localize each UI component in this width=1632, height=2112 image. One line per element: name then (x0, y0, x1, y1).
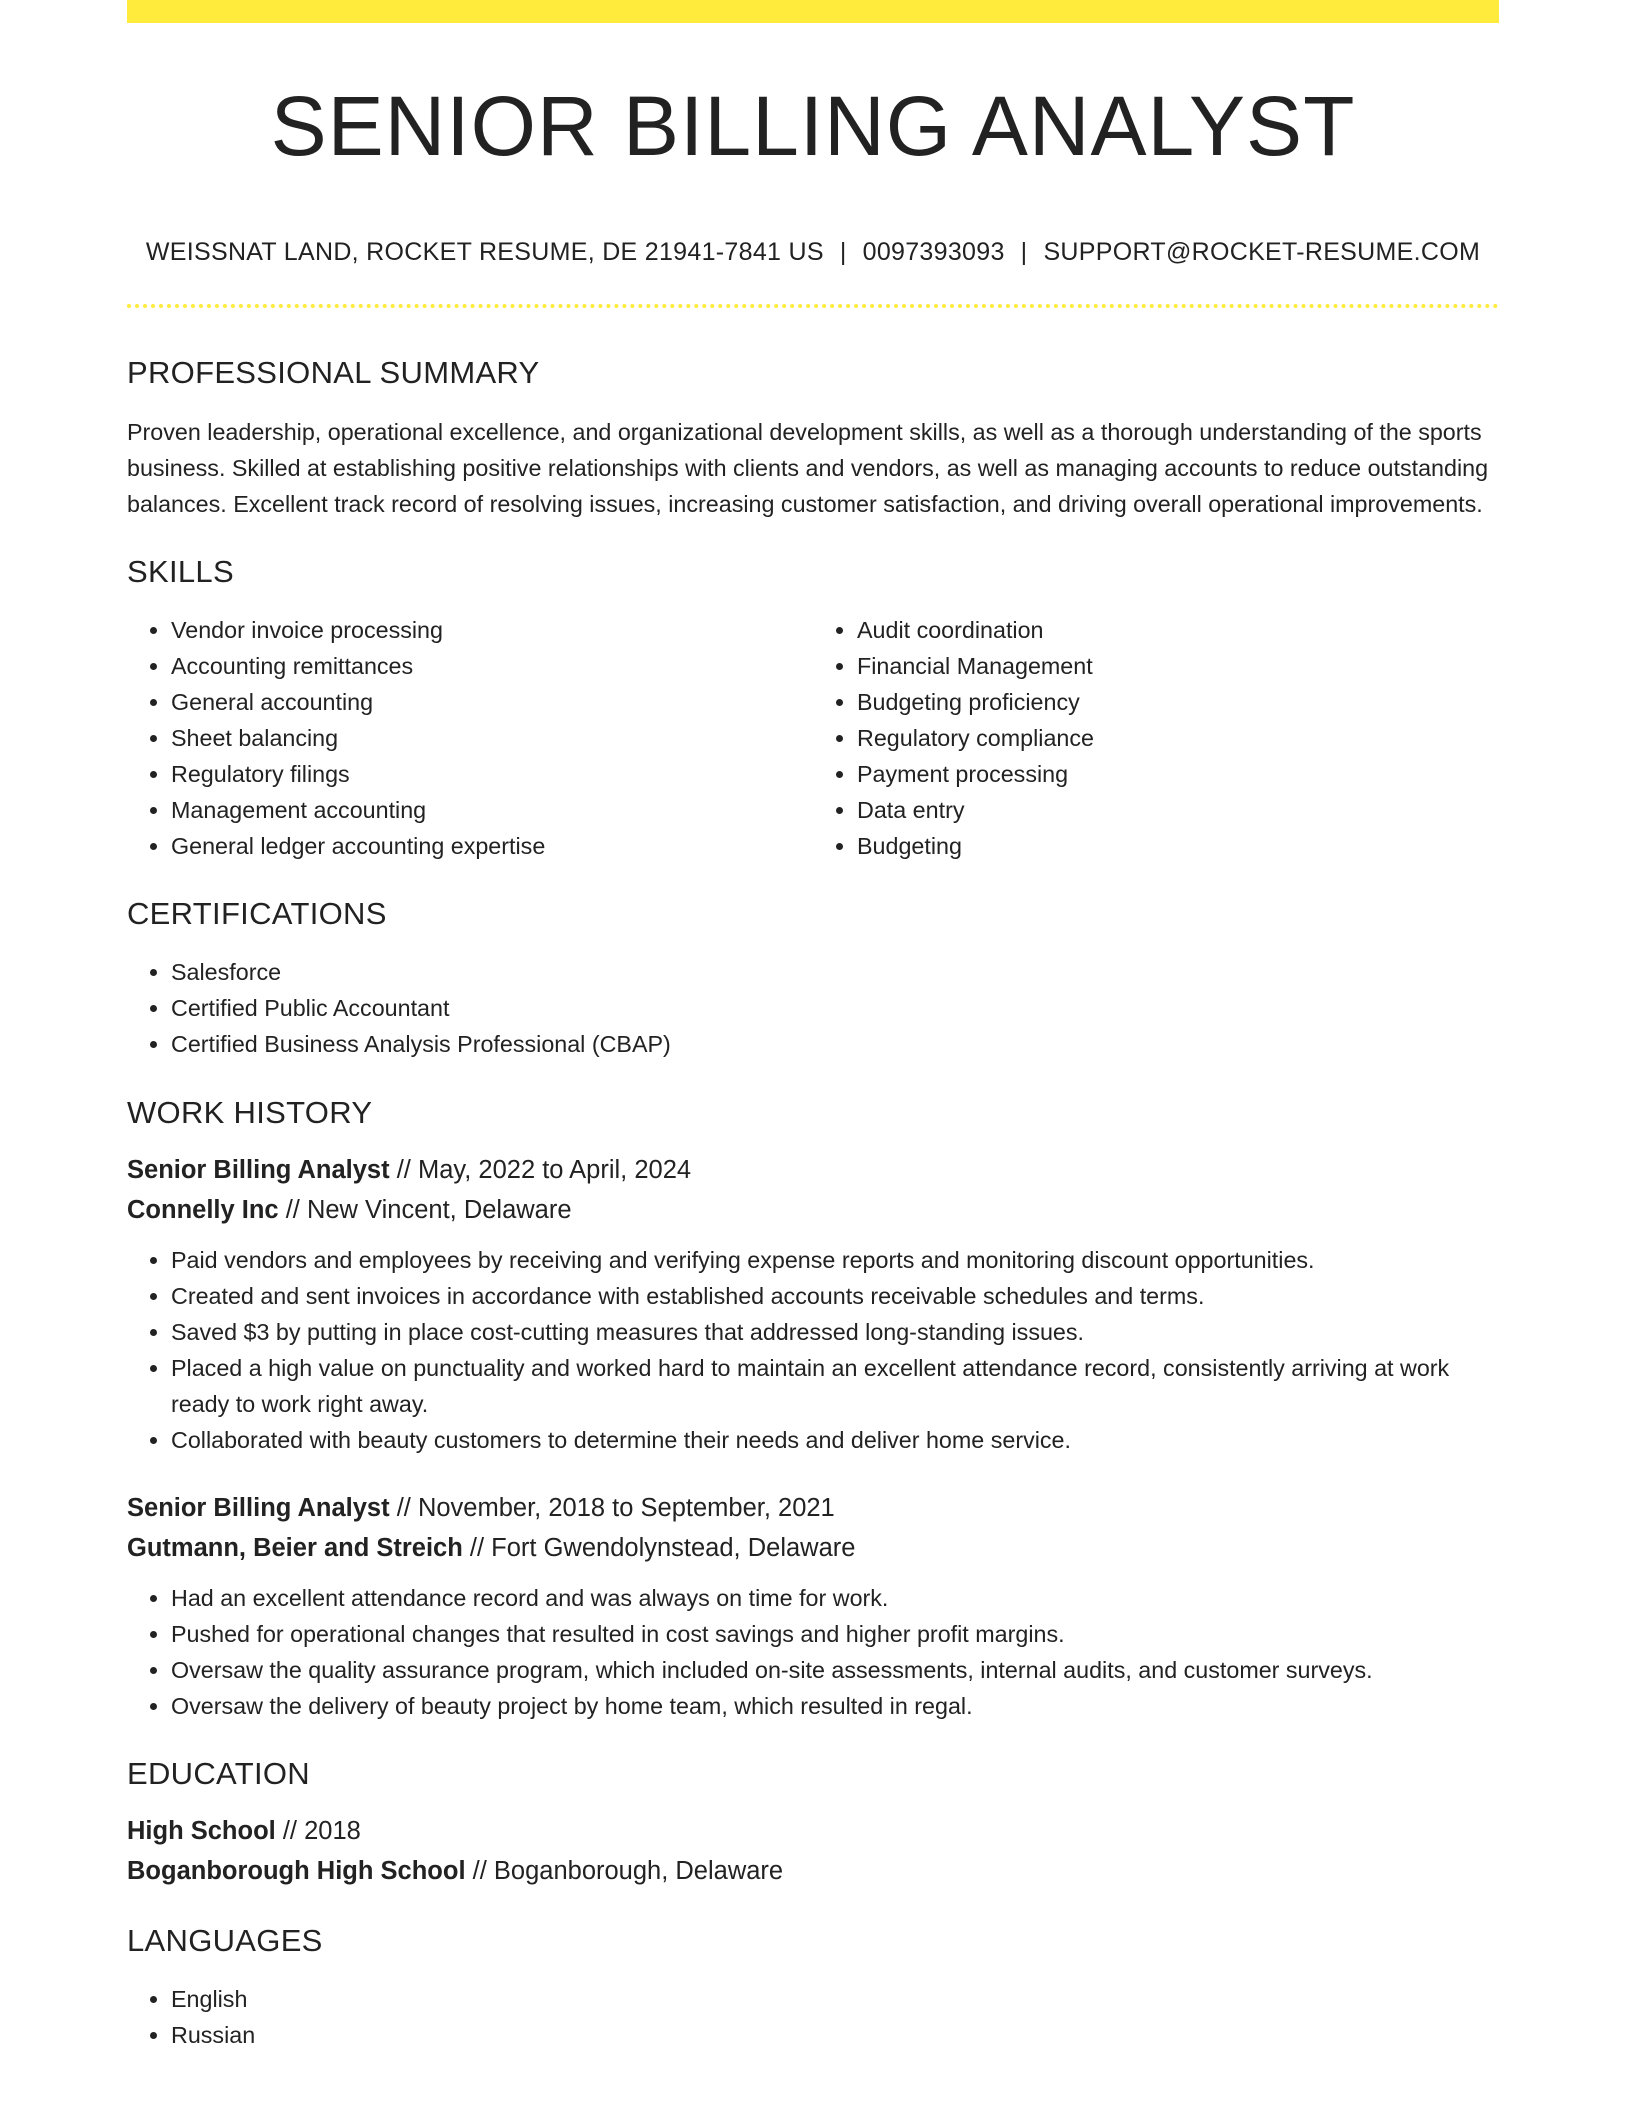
job-company: Gutmann, Beier and Streich (127, 1534, 463, 1562)
list-item: • Certified Public Accountant (171, 990, 1499, 1026)
contact-line (127, 238, 1499, 267)
list-item: • Salesforce (171, 954, 1499, 990)
list-item: • Russian (171, 2017, 1499, 2053)
job-title-line (127, 1488, 1499, 1528)
job-bullets (127, 1242, 1499, 1458)
education-entry (127, 1811, 1499, 1891)
list-item: • Financial Management (857, 648, 1499, 684)
skills-list-right (813, 612, 1499, 864)
job-entry (127, 1150, 1499, 1458)
list-item: • Vendor invoice processing (171, 612, 813, 648)
work-history-heading: WORK HISTORY (127, 1095, 373, 1130)
job-title: Senior Billing Analyst (127, 1494, 390, 1522)
list-item: • Oversaw the quality assurance program, which included on-site assessments, internal audits, and customer surveys. (171, 1652, 1499, 1688)
job-entry (127, 1488, 1499, 1724)
list-item: • Collaborated with beauty customers to determine their needs and deliver home service. (171, 1422, 1499, 1458)
dotted-divider (127, 304, 1499, 308)
summary-heading: PROFESSIONAL SUMMARY (127, 355, 540, 390)
education-heading: EDUCATION (127, 1756, 310, 1791)
list-item: • Created and sent invoices in accordance with established accounts receivable schedules and terms. (171, 1278, 1499, 1314)
job-bullets (127, 1580, 1499, 1724)
list-item: • English (171, 1981, 1499, 2017)
list-item: • Oversaw the delivery of beauty project by home team, which resulted in regal. (171, 1688, 1499, 1724)
skills-list-left (127, 612, 813, 864)
job-company-line (127, 1528, 1499, 1568)
list-item: • Had an excellent attendance record and was always on time for work. (171, 1580, 1499, 1616)
education-degree-line (127, 1811, 1499, 1851)
summary-text: Proven leadership, operational excellence, and organizational development skills, as well as a thorough understanding of the sports business. Skilled at establishing positive relationships with clients and vendors, as well as managing accounts to reduce outstanding balances. Excellent track record of resolving issues, increasing customer satisfaction, and driving overall operational improvements. (127, 419, 1489, 517)
job-company-line (127, 1190, 1499, 1230)
list-item: • Placed a high value on punctuality and worked hard to maintain an excellent attendance record, consistently arriving at work ready to work right away. (171, 1350, 1499, 1422)
list-item: • General ledger accounting expertise (171, 828, 813, 864)
education-year: // 2018 (282, 1817, 361, 1845)
list-item: • Audit coordination (857, 612, 1499, 648)
list-item: • Regulatory filings (171, 756, 813, 792)
job-title-line (127, 1150, 1499, 1190)
list-item: • Payment processing (857, 756, 1499, 792)
job-title: Senior Billing Analyst (127, 1156, 390, 1184)
list-item: • Regulatory compliance (857, 720, 1499, 756)
job-company: Connelly Inc (127, 1196, 279, 1224)
skills-heading: SKILLS (127, 554, 234, 589)
list-item: • Paid vendors and employees by receiving and verifying expense reports and monitoring discount opportunities. (171, 1242, 1499, 1278)
list-item: • Management accounting (171, 792, 813, 828)
certifications-heading: CERTIFICATIONS (127, 896, 387, 931)
languages-heading: LANGUAGES (127, 1923, 323, 1958)
list-item: • Sheet balancing (171, 720, 813, 756)
list-item: • Certified Business Analysis Professional (CBAP) (171, 1026, 1499, 1062)
job-location: // Fort Gwendolynstead, Delaware (469, 1534, 856, 1562)
education-school: Boganborough High School (127, 1857, 466, 1885)
certifications-list (127, 954, 1499, 1062)
contact-separator: | (839, 238, 847, 266)
education-location: // Boganborough, Delaware (472, 1857, 784, 1885)
education-degree: High School (127, 1817, 276, 1845)
languages-list (127, 1981, 1499, 2053)
contact-phone: 0097393093 (862, 238, 1005, 266)
education-school-line (127, 1851, 1499, 1891)
list-item: • Pushed for operational changes that resulted in cost savings and higher profit margins. (171, 1616, 1499, 1652)
list-item: • Accounting remittances (171, 648, 813, 684)
contact-address: WEISSNAT LAND, ROCKET RESUME, DE 21941-7841 US (145, 238, 824, 266)
list-item: • Saved $3 by putting in place cost-cutting measures that addressed long-standing issues. (171, 1314, 1499, 1350)
job-dates: // May, 2022 to April, 2024 (396, 1156, 692, 1184)
list-item: • Budgeting proficiency (857, 684, 1499, 720)
contact-separator: | (1020, 238, 1028, 266)
accent-top-bar (127, 0, 1499, 23)
skills-grid (127, 612, 1499, 864)
list-item: • General accounting (171, 684, 813, 720)
job-location: // New Vincent, Delaware (285, 1196, 572, 1224)
resume-page (127, 0, 1499, 2053)
contact-email: SUPPORT@ROCKET-RESUME.COM (1043, 238, 1481, 266)
job-dates: // November, 2018 to September, 2021 (396, 1494, 835, 1522)
resume-title: SENIOR BILLING ANALYST (270, 79, 1356, 173)
list-item: • Budgeting (857, 828, 1499, 864)
list-item: • Data entry (857, 792, 1499, 828)
